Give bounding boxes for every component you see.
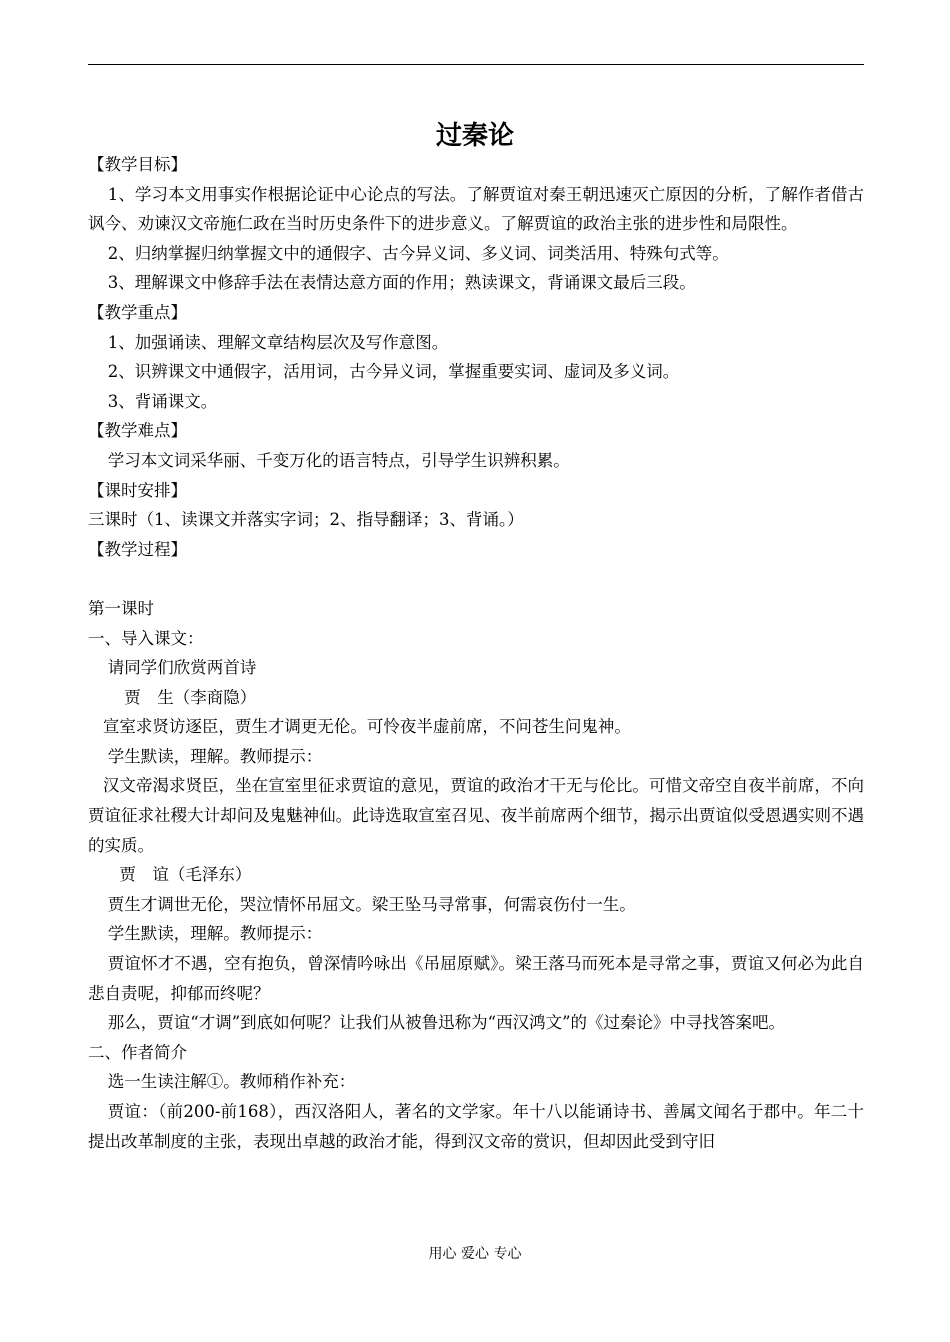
schedule-heading: 【课时安排】 — [88, 480, 187, 500]
process-heading: 【教学过程】 — [88, 539, 187, 559]
poem2-tip: 学生默读，理解。教师提示： — [107, 924, 323, 944]
poem1-text: 宣室求贤访逐臣，贾生才调更无伦。可怜夜半虚前席，不问苍生问鬼神。 — [102, 717, 631, 737]
author-text: 贾谊：（前200-前168），西汉洛阳人，著名的文学家。年十八以能诵诗书、善属文闻名于郡中。年二十提出改革制度的主张，表现出卓越的政治才能，得到汉文帝的赏识，但却因此受到守旧 — [88, 1102, 864, 1151]
goal-item-2: 2、归纳掌握归纳掌握文中的通假字、古今异义词、多义词、词类活用、特殊句式等。 — [107, 243, 729, 263]
focus-item-2: 2、识辨课文中通假字，活用词，古今异义词，掌握重要实词、虚词及多义词。 — [107, 362, 680, 382]
author-heading: 二、作者简介 — [88, 1042, 187, 1062]
page-title: 过秦论 — [435, 121, 514, 151]
goals-heading: 【教学目标】 — [88, 155, 187, 174]
poem2-text: 贾生才调世无伦，哭泣情怀吊屈文。梁王坠马寻常事，何需哀伤付一生。 — [107, 894, 636, 914]
poem1-title: 贾 生（李商隐） — [124, 687, 257, 707]
focus-item-1: 1、加强诵读、理解文章结构层次及写作意图。 — [107, 332, 449, 352]
poem2-explain: 贾谊怀才不遇，空有抱负，曾深情吟咏出《吊屈原赋》。梁王落马而死本是寻常之事，贾谊又何必为此自悲自责呢，抑郁而终呢？ — [88, 954, 864, 1003]
goal-item-1: 1、学习本文用事实作根据论证中心论点的写法。了解贾谊对秦王朝迅速灭亡原因的分析，了解作者借古讽今、劝谏汉文帝施仁政在当时历史条件下的进步意义。了解贾谊的政治主张的进步性和局限性。 — [88, 184, 864, 234]
intro-heading: 一、导入课文： — [88, 628, 204, 648]
focus-item-3: 3、背诵课文。 — [107, 391, 218, 411]
transition-text: 那么，贾谊“才调”到底如何呢？让我们从被鲁迅称为“西汉鸿文”的《过秦论》中寻找答案吧。 — [107, 1013, 786, 1033]
header-rule — [88, 64, 864, 65]
poem1-tip: 学生默读，理解。教师提示： — [107, 746, 323, 766]
author-lead: 选一生读注解①。教师稍作补充： — [107, 1072, 356, 1092]
lesson-period: 第一课时 — [88, 598, 154, 618]
document-body — [88, 150, 864, 1156]
poem1-explain: 汉文帝渴求贤臣，坐在宣室里征求贾谊的意见，贾谊的政治才干无与伦比。可惜文帝空自夜半前席，不向贾谊征求社稷大计却问及鬼魅神仙。此诗选取宣室召见、夜半前席两个细节，揭示出贾谊似受恩遇实则不遇的实质。 — [88, 776, 864, 855]
difficulty-text: 学习本文词采华丽、千变万化的语言特点，引导学生识辨积累。 — [107, 450, 570, 470]
difficulty-heading: 【教学难点】 — [88, 421, 187, 441]
poem2-title: 贾 谊（毛泽东） — [119, 865, 252, 885]
blank-line — [88, 564, 864, 594]
goal-item-3: 3、理解课文中修辞手法在表情达意方面的作用；熟读课文，背诵课文最后三段。 — [107, 273, 696, 293]
schedule-text: 三课时（1、读课文并落实字词；2、指导翻译；3、背诵。） — [88, 510, 524, 530]
page-footer: 用心 爱心 专心 — [428, 1246, 522, 1262]
intro-lead: 请同学们欣赏两首诗 — [107, 658, 257, 678]
focus-heading: 【教学重点】 — [88, 302, 187, 322]
